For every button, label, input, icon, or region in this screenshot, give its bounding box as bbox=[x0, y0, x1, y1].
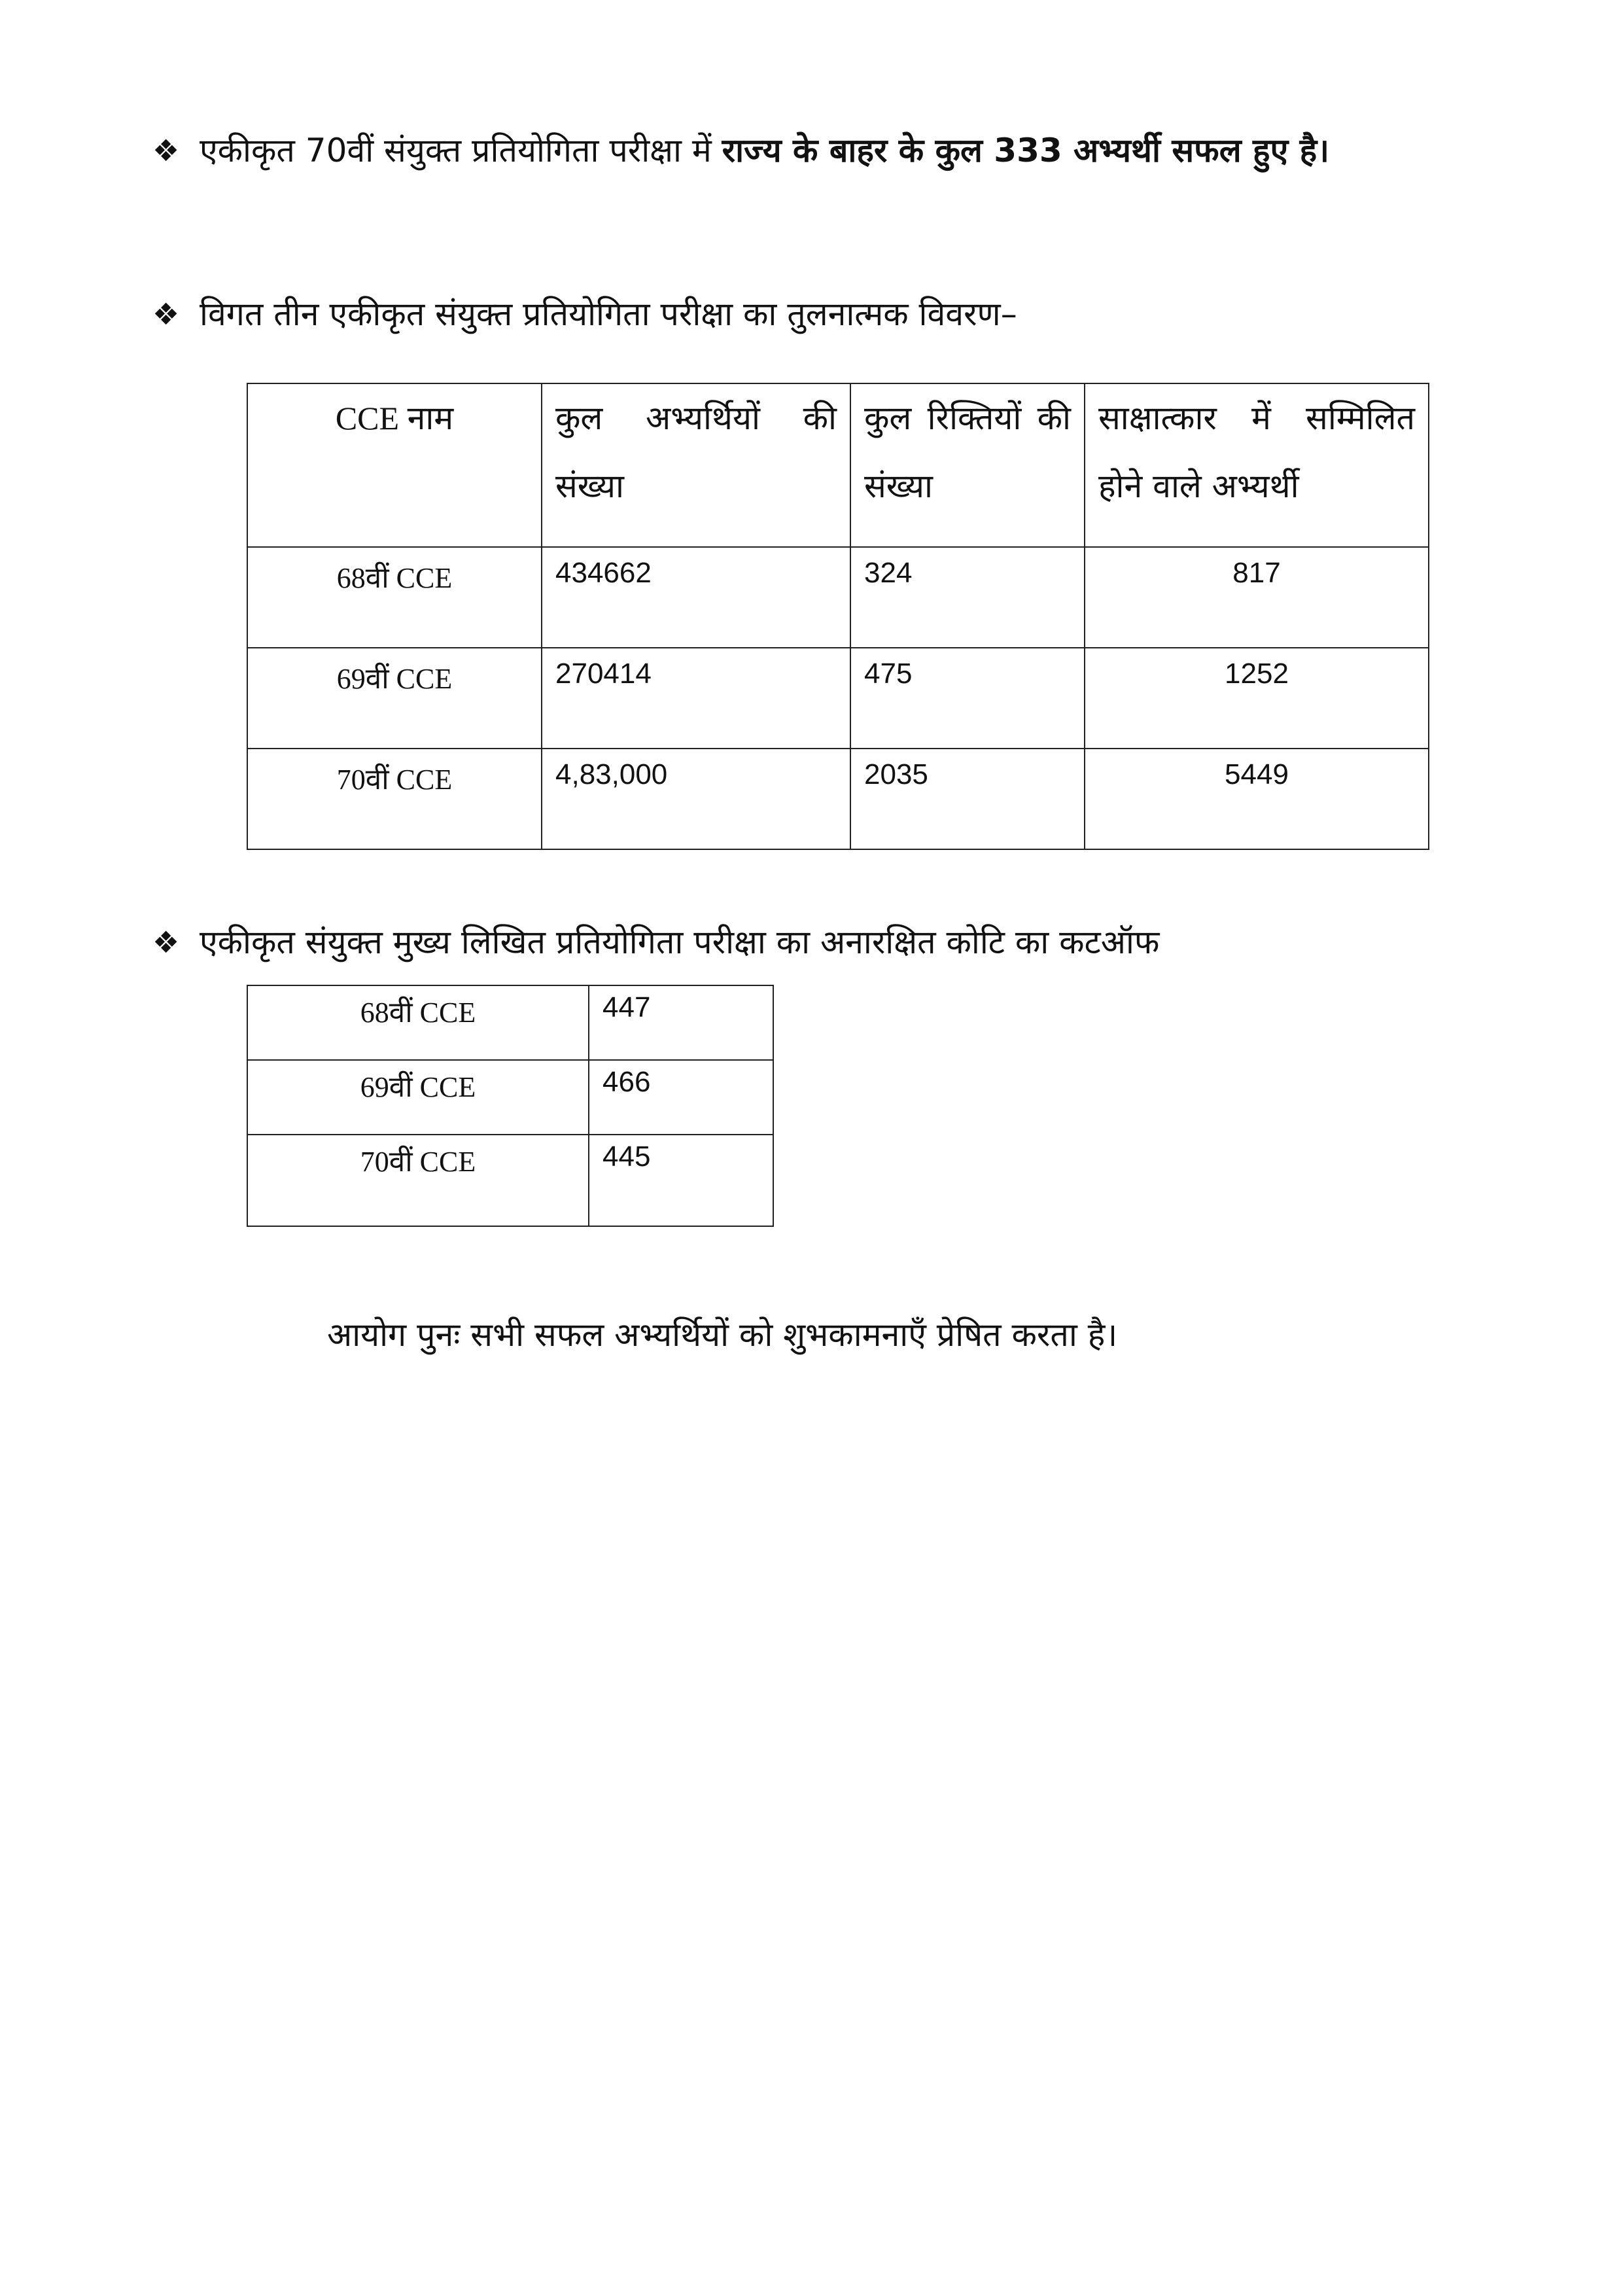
cell-interview: 817 bbox=[1085, 547, 1429, 648]
bullet-diamond-icon: ❖ bbox=[152, 296, 180, 332]
cell-cce-name: 69वीं CCE bbox=[247, 648, 542, 749]
cell-cce-name: 68वीं CCE bbox=[247, 547, 542, 648]
header-interview-candidates: साक्षात्कार में सम्मिलित होने वाले अभ्यर्थी bbox=[1085, 383, 1429, 547]
comparison-table bbox=[247, 383, 1429, 850]
paragraph-cutoff-intro bbox=[152, 906, 1436, 978]
table-row bbox=[247, 1135, 773, 1226]
table-row bbox=[247, 648, 1429, 749]
cell-interview: 5449 bbox=[1085, 749, 1429, 849]
paragraph3-text: एकीकृत संयुक्त मुख्य लिखित प्रतियोगिता परीक्षा का अनारक्षित कोटि का कटऑफ bbox=[200, 923, 1160, 961]
cell-cutoff: 445 bbox=[589, 1135, 773, 1226]
header-total-vacancies: कुल रिक्तियों की संख्या bbox=[850, 383, 1085, 547]
closing-message: आयोग पुनः सभी सफल अभ्यर्थियों को शुभकामनाएँ प्रेषित करता है। bbox=[327, 1316, 1118, 1354]
table-row bbox=[247, 985, 773, 1060]
paragraph1-bold-text: राज्य के बाहर के कुल 333 अभ्यर्थी सफल हुए है। bbox=[722, 132, 1330, 169]
paragraph2-text: विगत तीन एकीकृत संयुक्त प्रतियोगिता परीक्षा का तुलनात्मक विवरण– bbox=[200, 295, 1017, 333]
table-row bbox=[247, 547, 1429, 648]
cell-cce-name: 70वीं CCE bbox=[247, 749, 542, 849]
cell-cutoff: 447 bbox=[589, 985, 773, 1060]
table-row bbox=[247, 749, 1429, 849]
paragraph-comparison-intro bbox=[152, 278, 1436, 350]
cell-cutoff: 466 bbox=[589, 1060, 773, 1135]
header-cce-name: CCE नाम bbox=[247, 383, 542, 547]
cell-interview: 1252 bbox=[1085, 648, 1429, 749]
cell-cce-name: 68वीं CCE bbox=[247, 985, 589, 1060]
cutoff-table bbox=[247, 985, 774, 1227]
cell-total-candidates: 434662 bbox=[542, 547, 850, 648]
cell-total-candidates: 270414 bbox=[542, 648, 850, 749]
cell-vacancies: 324 bbox=[850, 547, 1085, 648]
cell-cce-name: 70वीं CCE bbox=[247, 1135, 589, 1226]
bullet-diamond-icon: ❖ bbox=[152, 925, 180, 960]
cell-total-candidates: 4,83,000 bbox=[542, 749, 850, 849]
paragraph1-text: एकीकृत 70वीं संयुक्त प्रतियोगिता परीक्षा में bbox=[200, 132, 722, 169]
paragraph-successful-outside-state bbox=[152, 115, 1436, 186]
cell-cce-name: 69वीं CCE bbox=[247, 1060, 589, 1135]
cell-vacancies: 475 bbox=[850, 648, 1085, 749]
bullet-diamond-icon: ❖ bbox=[152, 133, 180, 168]
header-total-candidates: कुल अभ्यर्थियों की संख्या bbox=[542, 383, 850, 547]
table-row bbox=[247, 1060, 773, 1135]
table-header-row bbox=[247, 383, 1429, 547]
cell-vacancies: 2035 bbox=[850, 749, 1085, 849]
